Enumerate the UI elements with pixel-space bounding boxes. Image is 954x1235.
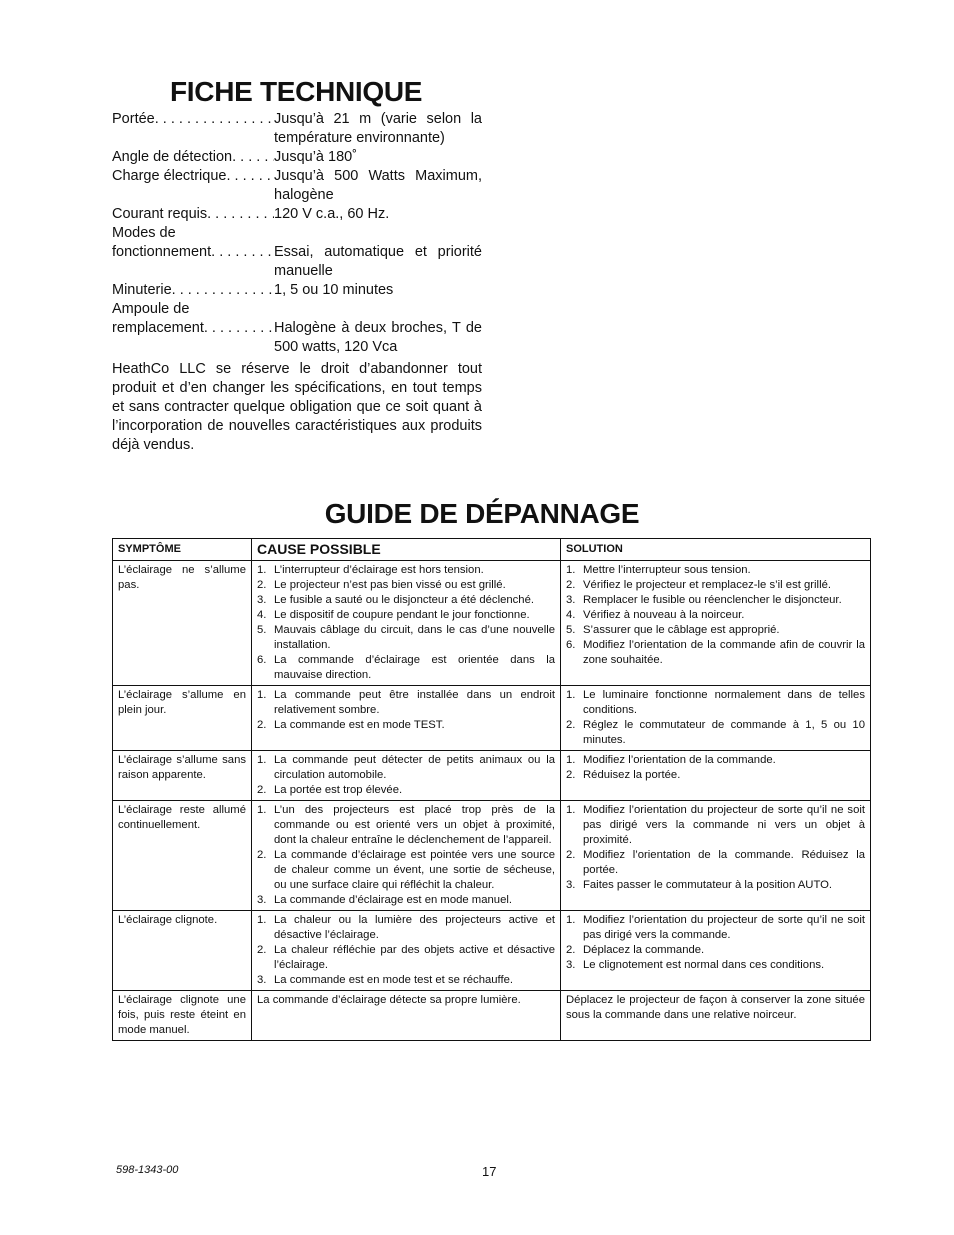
- solution-list: [566, 913, 865, 973]
- table-header-row: [113, 539, 871, 561]
- solution-cell: [561, 911, 871, 991]
- dot-leader: [211, 243, 274, 262]
- cause-item: 1. La commande peut détecter de petits animaux ou la circulation automobile.: [257, 754, 555, 781]
- guide-title: GUIDE DE DÉPANNAGE: [324, 498, 640, 529]
- cause-item: 3. Le fusible a sauté ou le disjoncteur a été déclenché.: [257, 594, 535, 606]
- spec-value: Jusqu’à 180˚: [274, 149, 358, 165]
- cause-list: [257, 803, 555, 908]
- solution-item: 2. Réduisez la portée.: [566, 769, 681, 781]
- table-row: [113, 751, 871, 801]
- cause-item: 1. L’interrupteur d’éclairage est hors tension.: [257, 564, 484, 576]
- header-solution: SOLUTION: [561, 539, 871, 561]
- spec-list: [112, 110, 482, 357]
- table-row: [113, 911, 871, 991]
- symptom-cell: L’éclairage reste allumé continuellement.: [113, 801, 252, 911]
- dot-leader: [155, 110, 274, 129]
- cause-item: 1. L’un des projecteurs est placé trop près de la commande ou est orienté vers un objet à proximité, dont la chaleur entraîne le déclenchement de l’appareil.: [257, 804, 555, 846]
- solution-cell: [561, 686, 871, 751]
- spec-row: [112, 205, 482, 224]
- solution-item: 1. Modifiez l’orientation du projecteur de sorte qu’il ne soit pas dirigé vers la commande.: [566, 914, 865, 941]
- solution-list: [566, 753, 865, 783]
- solution-item: 2. Déplacez la commande.: [566, 944, 705, 956]
- cause-item: 2. La portée est trop élevée.: [257, 784, 403, 796]
- spec-row: [112, 300, 482, 357]
- cause-cell: [252, 801, 561, 911]
- solution-item: 2. Réglez le commutateur de commande à 1, 5 ou 10 minutes.: [566, 719, 865, 746]
- spec-value: Jusqu’à 21 m (varie selon la température environnante): [274, 111, 482, 146]
- table-row: [113, 686, 871, 751]
- symptom-cell: L’éclairage clignote.: [113, 911, 252, 991]
- symptom-cell: L’éclairage ne s’allume pas.: [113, 561, 252, 686]
- solution-cell: [561, 751, 871, 801]
- symptom-cell: L’éclairage s’allume en plein jour.: [113, 686, 252, 751]
- cause-item: 1. La chaleur ou la lumière des projecteurs active et désactive l’éclairage.: [257, 914, 555, 941]
- cause-item: 3. La commande d’éclairage est en mode manuel.: [257, 894, 513, 906]
- cause-item: 6. La commande d’éclairage est orientée dans la mauvaise direction.: [257, 654, 555, 681]
- spec-label: Minuterie: [112, 282, 172, 298]
- dot-leader: [232, 148, 274, 167]
- cause-item: 2. Le projecteur n’est pas bien vissé ou est grillé.: [257, 579, 506, 591]
- table-row: [113, 561, 871, 686]
- spec-row: [112, 224, 482, 281]
- spec-value: 120 V c.a., 60 Hz.: [274, 206, 390, 222]
- spec-row: [112, 167, 482, 205]
- solution-item: 3. Faites passer le commutateur à la position AUTO.: [566, 879, 833, 891]
- spec-label: remplacement: [112, 320, 204, 336]
- symptom-cell: L’éclairage s’allume sans raison apparente.: [113, 751, 252, 801]
- cause-item: 1. La commande peut être installée dans un endroit relativement sombre.: [257, 689, 555, 716]
- spec-label: fonctionnement: [112, 244, 212, 260]
- cause-item: 2. La chaleur réfléchie par des objets active et désactive l’éclairage.: [257, 944, 555, 971]
- solution-item: 6. Modifiez l’orientation de la commande afin de couvrir la zone souhaitée.: [566, 639, 865, 666]
- solution-item: 2. Vérifiez le projecteur et remplacez-le s’il est grillé.: [566, 579, 831, 591]
- cause-cell: [252, 561, 561, 686]
- cause-cell: [252, 911, 561, 991]
- spec-value: Jusqu’à 500 Watts Maximum, halogène: [274, 168, 482, 203]
- table-row: [113, 801, 871, 911]
- spec-label: Charge électrique: [112, 168, 227, 184]
- solution-cell: Déplacez le projecteur de façon à conserver la zone située sous la commande dans une relative noirceur.: [561, 991, 871, 1041]
- spec-label: Ampoule de: [112, 301, 190, 317]
- document-number: 598-1343-00: [116, 1164, 179, 1176]
- cause-item: 3. La commande est en mode test et se réchauffe.: [257, 974, 514, 986]
- spec-row: [112, 148, 482, 167]
- table-row: [113, 991, 871, 1041]
- solution-item: 3. Remplacer le fusible ou réenclencher le disjoncteur.: [566, 594, 842, 606]
- cause-cell: La commande d’éclairage détecte sa propre lumière.: [252, 991, 561, 1041]
- dot-leader: [226, 167, 274, 186]
- solution-item: 4. Vérifiez à nouveau à la noirceur.: [566, 609, 745, 621]
- solution-item: 1. Modifiez l’orientation de la commande.: [566, 754, 776, 766]
- header-cause: CAUSE POSSIBLE: [252, 539, 561, 561]
- cause-list: [257, 753, 555, 798]
- spec-title: FICHE TECHNIQUE: [170, 76, 423, 107]
- spec-value: Essai, automatique et priorité manuelle: [274, 244, 482, 279]
- header-symptom: SYMPTÔME: [113, 539, 252, 561]
- page-number: 17: [482, 1164, 497, 1179]
- spec-label: Portée: [112, 111, 155, 127]
- dot-leader: [172, 281, 274, 300]
- solution-item: 2. Modifiez l’orientation de la commande. Réduisez la portée.: [566, 849, 865, 876]
- solution-list: [566, 563, 865, 668]
- cause-list: [257, 688, 555, 733]
- solution-item: 1. Mettre l’interrupteur sous tension.: [566, 564, 751, 576]
- cause-item: 2. La commande est en mode TEST.: [257, 719, 445, 731]
- solution-cell: [561, 801, 871, 911]
- spec-row: [112, 110, 482, 148]
- solution-item: 1. Modifiez l’orientation du projecteur de sorte qu’il ne soit pas dirigé vers la commande ni vers un objet à proximité.: [566, 804, 865, 846]
- solution-list: [566, 803, 865, 893]
- cause-list: [257, 913, 555, 988]
- spec-value: 1, 5 ou 10 minutes: [274, 282, 394, 298]
- spec-row: [112, 281, 482, 300]
- cause-item: 5. Mauvais câblage du circuit, dans le cas d’une nouvelle installation.: [257, 624, 555, 651]
- spec-value: Halogène à deux broches, T de 500 watts, 120 Vca: [274, 320, 482, 355]
- dot-leader: [204, 319, 274, 338]
- solution-cell: [561, 561, 871, 686]
- solution-item: 1. Le luminaire fonctionne normalement dans de telles conditions.: [566, 689, 865, 716]
- cause-list: [257, 563, 555, 683]
- symptom-cell: L’éclairage clignote une fois, puis reste éteint en mode manuel.: [113, 991, 252, 1041]
- spec-label: Angle de détection: [112, 149, 233, 165]
- dot-leader: [207, 205, 274, 224]
- disclaimer: HeathCo LLC se réserve le droit d’abandonner tout produit et d’en changer les spécifications, en tout temps et sans contracter quelque obligation que ce soit quant à l’incorporation de nouvelles caractéristiques aux produits déjà vendus.: [112, 361, 482, 453]
- cause-cell: [252, 751, 561, 801]
- cause-item: 4. Le dispositif de coupure pendant le jour fonctionne.: [257, 609, 530, 621]
- cause-item: 2. La commande d’éclairage est pointée vers une source de chaleur comme un évent, une sortie de sécheuse, ou une surface claire qui réfléchit la chaleur.: [257, 849, 555, 891]
- cause-cell: [252, 686, 561, 751]
- spec-label: Courant requis: [112, 206, 208, 222]
- troubleshooting-table: [112, 538, 871, 1041]
- solution-item: 5. S’assurer que le câblage est approprié.: [566, 624, 780, 636]
- spec-label: Modes de: [112, 225, 176, 241]
- solution-list: [566, 688, 865, 748]
- solution-item: 3. Le clignotement est normal dans ces conditions.: [566, 959, 825, 971]
